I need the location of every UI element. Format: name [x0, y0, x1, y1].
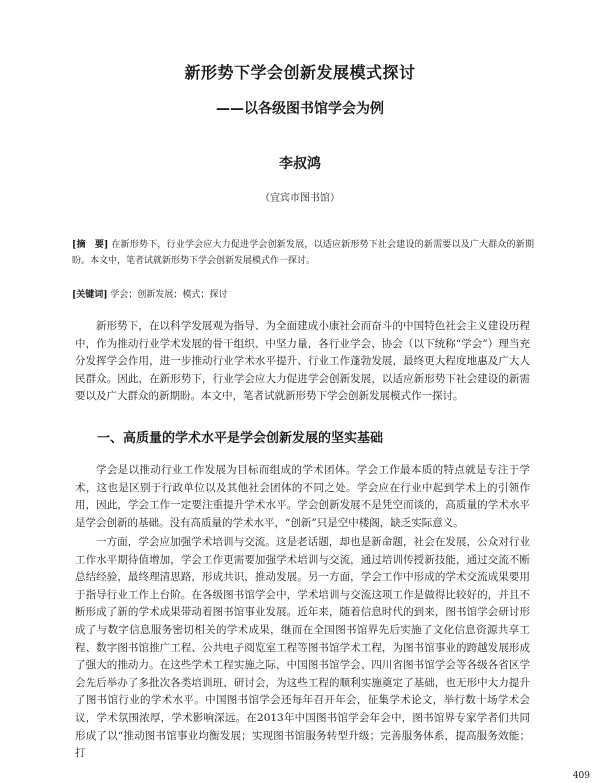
keywords-label: [关键词]	[72, 290, 108, 300]
keywords	[72, 288, 534, 302]
intro-paragraph: 新形势下，在以科学发展观为指导、为全面建成小康社会而奋斗的中国特色社会主义建设历程中，作为推动行业学术发展的骨干组织、中坚力量，各行业学会、协会（以下统称“学会”）理当充分发挥学会作用，进一步推动行业学术水平提升、行业工作蓬勃发展，最终更大程度地惠及广大人民群众。因此，在新形势下，行业学会应大力促进学会创新发展，以适应新形势下社会建设的新需要以及广大群众的新期盼。本文中，笔者试就新形势下学会创新发展模式作一探讨。	[75, 320, 530, 403]
keywords-text: 学会；创新发展；模式；探讨	[110, 290, 228, 300]
abstract-text: 在新形势下，行业学会应大力促进学会创新发展，以适应新形势下社会建设的新需要以及广大群众的新期盼。本文中，笔者试就新形势下学会创新发展模式作一探讨。	[72, 240, 534, 266]
page-number: 409	[572, 771, 590, 781]
abstract	[72, 237, 534, 269]
section-paragraph-1: 学会是以推动行业工作发展为目标而组成的学术团体。学会工作最本质的特点就是专注于学术，这也是区别于行政单位以及其他社会团体的不同之处。学会应在行业中起到学术上的引领作用，因此，学会工作一定要注重提升学术水平。学会创新发展不是凭空而谈的，高质量的学术水平是学会创新的基础。没有高质量的学术水平，“创新”只是空中楼阁，缺乏实际意义。	[75, 464, 530, 529]
section-paragraph-2: 一方面，学会应加强学术培训与交流。这是老话题，却也是新命题，社会在发展，公众对行业工作水平期待值增加，学会工作更需要加强学术培训与交流，通过培训传授新技能，通过交流不断总结经验，最终理清思路，形成共识，推动发展。另一方面，学会工作中形成的学术交流成果要用于指导行业工作上台阶。在各级图书馆学会中，学术培训与交流这项工作是做得比较好的，并且不断形成了新的学术成果带动着图书馆事业发展。近年来，随着信息时代的到来，图书馆学会研讨形成了与数字信息服务密切相关的学术成果，继而在全国图书馆界先后实施了文化信息资源共享工程、数字图书馆推广工程、公共电子阅览室工程等图书馆学术工程，为图书馆事业的跨越发展形成了强大的推动力。在这些学术工程实施之际，中国图书馆学会、四川省图书馆学会等各级各省区学会先后举办了多批次各类培训班、研讨会，为这些工程的顺利实施奠定了基础，也无形中大力提升了图书馆行业的学术水平。中国图书馆学会还每年召开年会，征集学术论文，举行数十场学术会议，学术氛围浓厚，学术影响深远。在2013年中国图书馆学会年会中，图书馆界专家学者们共同形成了以“推动图书馆事业均衡发展；实现图书馆服务转型升级；完善服务体系，提高服务效能；打	[75, 536, 530, 760]
section-heading: 一、高质量的学术水平是学会创新发展的坚实基础	[97, 431, 384, 446]
author-affiliation: （宜宾市图书馆）	[260, 193, 340, 204]
article-author: 李叔鸿	[279, 156, 321, 172]
article-title: 新形势下学会创新发展模式探讨	[184, 63, 416, 82]
article-subtitle: ——以各级图书馆学会为例	[216, 101, 384, 117]
abstract-label: [摘 要]	[72, 240, 109, 250]
